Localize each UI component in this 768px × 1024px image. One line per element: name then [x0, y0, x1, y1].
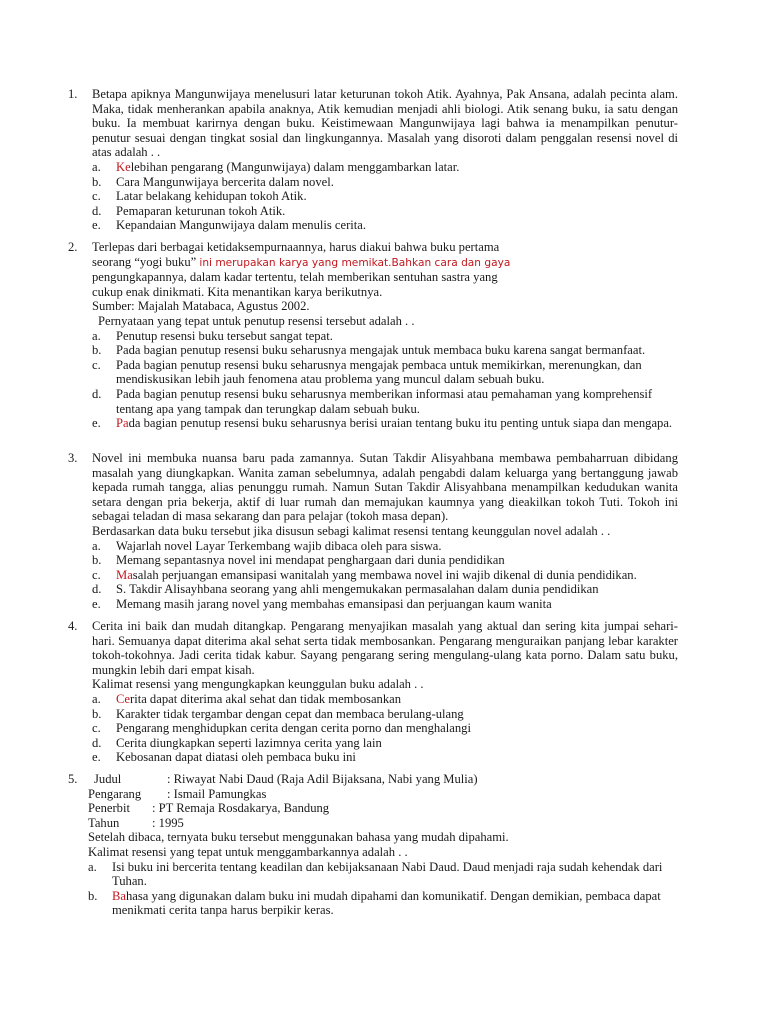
option-text: Karakter tidak tergambar dengan cepat dan membaca berulang-ulang [116, 706, 464, 721]
option-e[interactable] [92, 416, 678, 431]
question-number: 1. [68, 87, 78, 101]
option-text: hasa yang digunakan dalam buku ini mudah dipahami dan komunikatif. Dengan demikian, pembaca dapat menikmati cerita tanpa harus berpikir keras. [112, 888, 661, 918]
option-text: lebihan pengarang (Mangunwijaya) dalam menggambarkan latar. [130, 159, 460, 174]
option-highlight: Ke [116, 159, 131, 174]
question-3 [68, 451, 678, 612]
option-c[interactable] [92, 568, 678, 583]
option-letter: b. [88, 888, 98, 903]
question-prompt: Pernyataan yang tepat untuk penutup resensi tersebut adalah . . [98, 313, 415, 328]
option-c[interactable] [92, 358, 678, 387]
option-b[interactable] [92, 343, 678, 358]
option-letter: d. [92, 203, 102, 218]
option-a[interactable] [88, 860, 678, 889]
option-letter: d. [92, 386, 102, 401]
book-title-row [88, 772, 678, 787]
option-text: Kebosanan dapat diatasi oleh pembaca buku ini [116, 750, 356, 765]
option-letter: a. [92, 328, 101, 343]
option-a[interactable] [92, 692, 678, 707]
option-letter: e. [92, 596, 101, 611]
question-2 [68, 240, 678, 431]
option-letter: a. [92, 538, 101, 553]
option-e[interactable] [92, 750, 678, 765]
quote-line: cukup enak dinikmati. Kita menantikan karya berikutnya. [92, 284, 383, 299]
meta-value: : Riwayat Nabi Daud (Raja Adil Bijaksana, Nabi yang Mulia) [167, 772, 478, 786]
option-letter: e. [92, 218, 101, 233]
option-text: Pada bagian penutup resensi buku seharusnya mengajak untuk membaca buku karena sangat bermanfaat. [116, 343, 646, 358]
meta-key: Judul [94, 772, 122, 786]
option-d[interactable] [92, 204, 678, 219]
option-letter: d. [92, 735, 102, 750]
option-letter: a. [92, 159, 101, 174]
option-b[interactable] [92, 707, 678, 722]
question-statement: Setelah dibaca, ternyata buku tersebut menggunakan bahasa yang mudah dipahami. [88, 830, 509, 845]
question-paragraph: Novel ini membuka nuansa baru pada zamannya. Sutan Takdir Alisyahbana membawa pembaharruan dibidang masalah yang diungkapkan. Wanita zaman sebelumnya, adalah pengabdi dalam keluarga yang bertanggung jawab kepada rumah tangga, alias penunggu rumah. Namun Sutan Takdir Alisyahbana menampilkan kedudukan wanita setara dengan pria bekerja, aktif di luar rumah dan memajukan kaumnya yang dieakilkan tokoh Tuti. Tokoh ini sebagai teladan di masa sekarang dan para pelajar (tokoh masa depan). [92, 451, 678, 524]
option-text: Pemaparan keturunan tokoh Atik. [116, 203, 286, 218]
option-letter: e. [92, 416, 101, 431]
option-letter: e. [92, 750, 101, 765]
question-1 [68, 87, 678, 233]
meta-value: : PT Remaja Rosdakarya, Bandung [152, 801, 330, 816]
option-text: Memang sepantasnya novel ini mendapat penghargaan dari dunia pendidikan [116, 553, 505, 568]
meta-value: : Ismail Pamungkas [167, 786, 267, 801]
question-5 [68, 772, 678, 918]
book-year-row [88, 816, 678, 831]
option-d[interactable] [92, 582, 678, 597]
option-highlight: Ma [116, 567, 133, 582]
option-text: Latar belakang kehidupan tokoh Atik. [116, 189, 307, 204]
book-publisher-row [88, 801, 678, 816]
question-paragraph: Betapa apiknya Mangunwijaya menelusuri latar keturunan tokoh Atik. Ayahnya, Pak Ansana, adalah pecinta alam. Maka, tidak menherankan apabila anaknya, Atik kemudian menjadi ahli biologi. Atik senang buku, ia satu dengan buku. Ia membuat karirnya dengan buku. Keistimewaan Mangunwijaya lagi bahwa ia menampilkan penutur-penutur sesuai dengan tingkat sosial dan lingkungannya. Masalah yang disoroti dalam penggalan resensi novel di atas adalah . . [92, 87, 678, 160]
option-letter: a. [88, 859, 97, 874]
option-a[interactable] [92, 539, 678, 554]
meta-value: : 1995 [152, 815, 184, 830]
meta-key: Penerbit [88, 801, 130, 816]
quote-line-note: ini merupakan karya yang memikat.Bahkan cara dan gaya [199, 256, 511, 269]
question-number: 5. [68, 772, 78, 786]
option-b[interactable] [88, 889, 678, 918]
option-d[interactable] [92, 736, 678, 751]
option-text: da bagian penutup resensi buku seharusnya berisi uraian tentang buku itu penting untuk siapa dan mengapa. [128, 416, 673, 431]
meta-key: Tahun [88, 815, 120, 830]
option-d[interactable] [92, 387, 678, 416]
option-letter: c. [92, 721, 101, 736]
question-4 [68, 619, 678, 765]
question-paragraph: Cerita ini baik dan mudah ditangkap. Pengarang menyajikan masalah yang aktual dan sering kita jumpai sehari-hari. Semuanya dapat diterima akal sehat serta tidak membosankan. Pengarang menguraikan panjang lebar karakter tokoh-tokohnya. Jadi cerita tidak kabur. Sayang pengarang sering mengulang-ulang kata porno. Dalam satu buku, mungkin lebih dari empat kisah. [92, 619, 678, 677]
option-e[interactable] [92, 597, 678, 612]
option-text: Pengarang menghidupkan cerita dengan cerita porno dan menghalangi [116, 721, 471, 736]
quote-line: Terlepas dari berbagai ketidaksempurnaannya, harus diakui bahwa buku pertama [92, 240, 500, 254]
option-letter: c. [92, 567, 101, 582]
quote-line: pengungkapannya, dalam kadar tertentu, telah memberikan sentuhan sastra yang [92, 270, 498, 285]
option-letter: c. [92, 357, 101, 372]
option-a[interactable] [92, 329, 678, 344]
quote-line-part: seorang “yogi buku” [92, 254, 197, 269]
option-text: Pada bagian penutup resensi buku seharusnya memberikan informasi atau pemahaman yang komprehensif tentang apa yang tampak dan terungkap dalam sebuah buku. [116, 386, 653, 416]
option-a[interactable] [92, 160, 678, 175]
question-prompt: Kalimat resensi yang mengungkapkan keunggulan buku adalah . . [92, 677, 424, 692]
option-letter: a. [92, 691, 101, 706]
option-text: Cerita diungkapkan seperti lazimnya cerita yang lain [116, 735, 382, 750]
option-text: Pada bagian penutup resensi buku seharusnya mengajak pembaca untuk memikirkan, merenungkan, dan mendiskusikan lebih jauh fenomena atau problema yang muncul dalam sebuah buku. [116, 357, 642, 387]
option-text: Cara Mangunwijaya bercerita dalam novel. [116, 174, 334, 189]
option-highlight: Pa [116, 416, 129, 431]
question-number: 3. [68, 451, 78, 465]
option-letter: c. [92, 189, 101, 204]
option-text: Wajarlah novel Layar Terkembang wajib dibaca oleh para siswa. [116, 538, 442, 553]
option-text: salah perjuangan emansipasi wanitalah yang membawa novel ini wajib dikenal di dunia pendidikan. [132, 567, 637, 582]
question-number: 2. [68, 240, 78, 254]
option-e[interactable] [92, 218, 678, 233]
question-prompt: Kalimat resensi yang tepat untuk menggambarkannya adalah . . [88, 844, 408, 859]
option-c[interactable] [92, 721, 678, 736]
meta-key: Pengarang [88, 786, 142, 801]
option-letter: b. [92, 553, 102, 568]
option-text: Kepandaian Mangunwijaya dalam menulis cerita. [116, 218, 367, 233]
quote-source: Sumber: Majalah Matabaca, Agustus 2002. [92, 299, 310, 314]
option-letter: d. [92, 582, 102, 597]
option-letter: b. [92, 343, 102, 358]
question-prompt: Berdasarkan data buku tersebut jika disusun sebagi kalimat resensi tentang keunggulan novel adalah . . [92, 523, 611, 538]
book-author-row [88, 787, 678, 802]
option-text: Isi buku ini bercerita tentang keadilan dan kebijaksanaan Nabi Daud. Daud menjadi raja sudah kehendak dari Tuhan. [112, 859, 663, 889]
option-highlight: Ba [112, 888, 126, 903]
question-number: 4. [68, 619, 78, 633]
option-c[interactable] [92, 189, 678, 204]
option-text: Penutup resensi buku tersebut sangat tepat. [116, 328, 333, 343]
option-text: S. Takdir Alisayhbana seorang yang ahli mengemukakan permasalahan dalam dunia pendidikan [116, 582, 599, 597]
option-highlight: Ce [116, 691, 130, 706]
option-text: rita dapat diterima akal sehat dan tidak membosankan [130, 691, 402, 706]
option-b[interactable] [92, 553, 678, 568]
quote-line [92, 255, 678, 271]
option-letter: b. [92, 706, 102, 721]
option-text: Memang masih jarang novel yang membahas emansipasi dan perjuangan kaum wanita [116, 596, 552, 611]
option-b[interactable] [92, 175, 678, 190]
option-letter: b. [92, 174, 102, 189]
